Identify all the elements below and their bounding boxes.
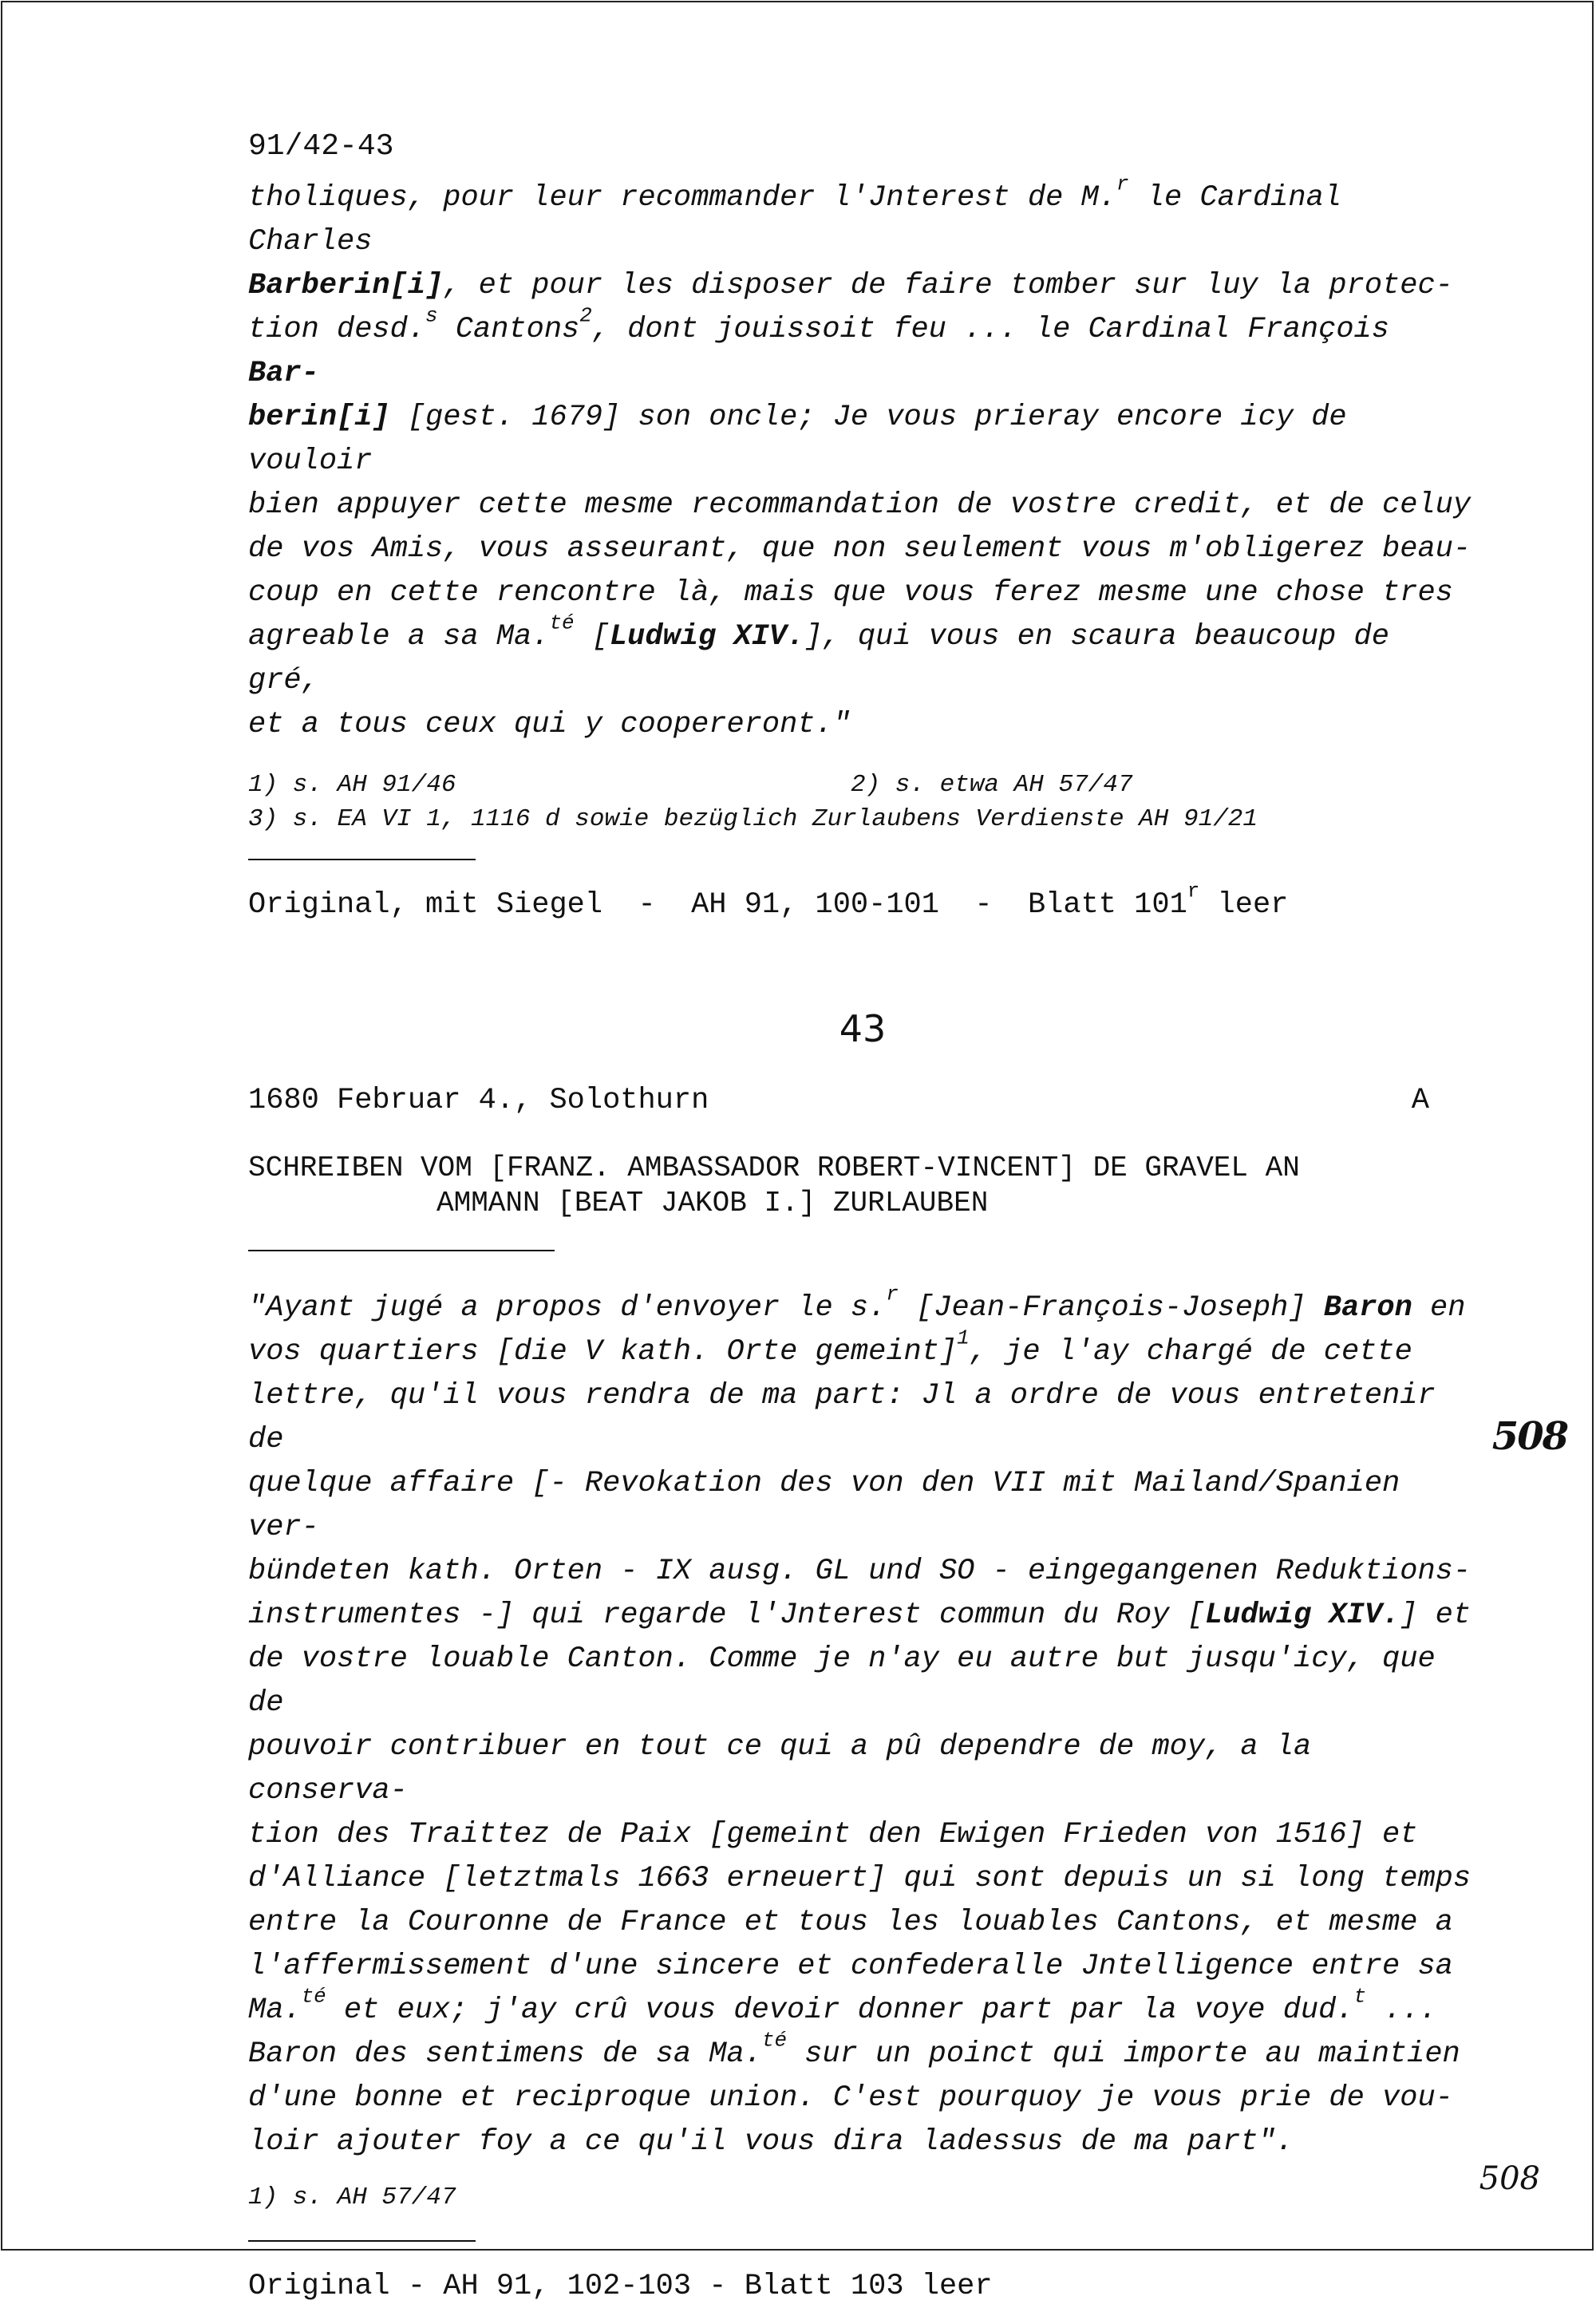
text-line: quelque affaire [- Revokation des von den VII mit Mailand/Spanien ver- — [248, 1467, 1400, 1544]
text-line: l'affermissement d'une sincere et confederalle Jntelligence entre sa — [248, 1950, 1453, 1983]
previous-footnotes — [248, 768, 1477, 836]
text-line: de vostre louable Canton. Comme je n'ay eu autre but jusqu'icy, que de — [248, 1642, 1436, 1720]
text-line: d'Alliance [letztmals 1663 erneuert] qui sont depuis un si long temps — [248, 1862, 1472, 1895]
date-place: 1680 Februar 4., Solothurn — [248, 1084, 709, 1117]
text-line: instrumentes -] qui regarde l'Jnterest commun du Roy [Ludwig XIV.] et — [248, 1599, 1472, 1632]
text-line: berin[i] [gest. 1679] son oncle; Je vous prieray encore icy de vouloir — [248, 401, 1347, 478]
footnote-1: 1) s. AH 91/46 — [248, 771, 456, 799]
original-note: Original, mit Siegel - AH 91, 100-101 - Blatt 101$^r$ leer — [248, 879, 1289, 922]
page-handwritten-number: 508 — [1479, 2160, 1540, 2197]
text-line: Baron des sentimens de sa Ma.$^{té}$ sur un poinct qui importe au maintien — [248, 2028, 1460, 2071]
date-place-line — [248, 1084, 1429, 1117]
text-line: tion desd.$^s$ Cantons$^2$, dont jouissoit feu ... le Cardinal François Bar- — [248, 303, 1389, 390]
text-line: loir ajouter foy a ce qu'il vous dira ladessus de ma part". — [248, 2125, 1294, 2159]
text-line: Barberin[i], et pour les disposer de faire tomber sur luy la protec- — [248, 269, 1453, 302]
heading-line-2: AMMANN [BEAT JAKOB I.] ZURLAUBEN — [437, 1187, 989, 1219]
text-line: tion des Traittez de Paix [gemeint den Ewigen Frieden von 1516] et — [248, 1818, 1418, 1851]
text-line: lettre, qu'il vous rendra de ma part: Jl a ordre de vous entretenir de — [248, 1379, 1436, 1456]
text-line: entre la Couronne de France et tous les louables Cantons, et mesme a — [248, 1906, 1453, 1939]
footnote-1: 1) s. AH 57/47 — [248, 2183, 456, 2211]
divider — [248, 1250, 555, 1251]
text-line: "Ayant jugé a propos d'envoyer le s.$^r$ [Jean-François-Joseph] Baron en — [248, 1282, 1466, 1325]
archive-reference: 91/42-43 — [248, 129, 394, 164]
divider — [248, 859, 476, 860]
previous-letter-text — [248, 172, 1477, 747]
text-line: tholiques, pour leur recommander l'Jnterest de M.$^r$ le Cardinal Charles — [248, 172, 1341, 259]
original-note: Original - AH 91, 102-103 - Blatt 103 leer — [248, 2270, 993, 2303]
letter-text — [248, 1282, 1477, 2164]
document-heading — [248, 1151, 1477, 1221]
text-line: pouvoir contribuer en tout ce qui a pû dependre de moy, a la conserva- — [248, 1730, 1312, 1808]
footnote-3: 3) s. EA VI 1, 1116 d sowie bezüglich Zurlaubens Verdienste AH 91/21 — [248, 805, 1258, 833]
text-line: bien appuyer cette mesme recommandation de vostre credit, et de celuy — [248, 488, 1472, 522]
divider — [248, 2240, 476, 2242]
footnote-2: 2) s. etwa AH 57/47 — [851, 771, 1133, 799]
text-line: d'une bonne et reciproque union. C'est pourquoy je vous prie de vou- — [248, 2081, 1453, 2115]
page-stamp: 508 — [1491, 1414, 1567, 1459]
text-line: agreable a sa Ma.$^{té}$ [Ludwig XIV.], qui vous en scaura beaucoup de gré, — [248, 611, 1389, 698]
text-line: et a tous ceux qui y coopereront." — [248, 708, 851, 741]
heading-line-1: SCHREIBEN VOM [FRANZ. AMBASSADOR ROBERT-VINCENT] DE GRAVEL AN — [248, 1152, 1300, 1184]
text-line: vos quartiers [die V kath. Orte gemeint]$^1$, je l'ay chargé de cette — [248, 1326, 1412, 1369]
doc-footnotes — [248, 2180, 1477, 2215]
text-line: de vos Amis, vous asseurant, que non seulement vous m'obligerez beau- — [248, 532, 1472, 566]
doc-marker: A — [1411, 1084, 1429, 1117]
text-line: bündeten kath. Orten - IX ausg. GL und SO - eingegangenen Reduktions- — [248, 1555, 1472, 1588]
document-number: 43 — [839, 1007, 887, 1050]
text-line: Ma.$^{té}$ et eux; j'ay crû vous devoir donner part par la voye dud.$^t$ ... — [248, 1984, 1437, 2027]
document-body — [248, 129, 1477, 2304]
text-line: coup en cette rencontre là, mais que vous ferez mesme une chose tres — [248, 576, 1453, 610]
